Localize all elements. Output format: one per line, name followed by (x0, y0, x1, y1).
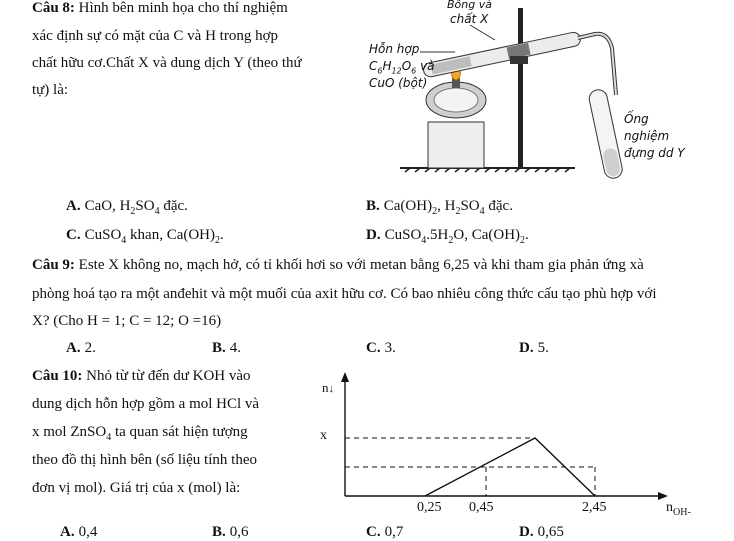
x-tick-045: 0,45 (469, 500, 494, 515)
q10-line-3: x mol ZnSO$_4$ ta quan sát hiện tượng (32, 424, 248, 443)
precipitate-chart (300, 368, 720, 528)
label-mixture-2: $C_6H_{12}O_6$ và (369, 59, 435, 76)
label-mixture-1: Hỗn hợp (369, 42, 420, 56)
q8-line-1: Câu 8: Hình bên minh họa cho thí nghiệm (32, 0, 288, 16)
q10-option-b: B. 0,6 (212, 524, 249, 540)
label-mixture-3: CuO (bột) (369, 76, 428, 90)
q10-line-4: theo đồ thị hình bên (số liệu tính theo (32, 452, 257, 468)
y-axis-label: n↓ (322, 380, 334, 395)
q8-line-4: tự) là: (32, 82, 69, 98)
q9-line-3: X? (Cho H = 1; C = 12; O =16) (32, 313, 222, 329)
q9-line-1: Câu 9: Este X không no, mạch hở, có tỉ khối hơi so với metan bằng 6,25 và khi tham gia phản ứng xà (32, 257, 644, 273)
q9-option-a: A. 2. (66, 340, 96, 356)
label-tube-1: Ống (624, 112, 649, 126)
label-tube-3: đựng dd Y (624, 146, 685, 160)
q9-line-2: phòng hoá tạo ra một anđehit và một muối của axit hữu cơ. Có bao nhiêu công thức cấu tạo phù hợp với (32, 286, 657, 302)
x-axis-arrow (658, 492, 668, 500)
q9-option-d: D. 5. (519, 340, 549, 356)
label-tube-2: nghiệm (624, 129, 670, 143)
q10-line-1: Câu 10: Nhỏ từ từ đến dư KOH vào (32, 368, 251, 384)
label-cotton-1: Bông và (447, 0, 492, 11)
q10-line-2: dung dịch hỗn hợp gồm a mol HCl và (32, 396, 260, 412)
y-tick-x: x (320, 428, 327, 443)
x-axis-label: $n_{OH-}$ (666, 500, 691, 518)
x-tick-245: 2,45 (582, 500, 607, 515)
q8-option-a: A. CaO, $H_2SO_4$ đặc. (66, 198, 188, 217)
y-axis-arrow (341, 372, 349, 382)
q8-line-2: xác định sự có mặt của C và H trong hợp (32, 28, 279, 44)
q9-option-c: C. 3. (366, 340, 396, 356)
q10-option-c: C. 0,7 (366, 524, 404, 540)
q8-option-c: C. CuSO$_4$ khan, $Ca(OH)_2$. (66, 227, 224, 246)
q9-option-b: B. 4. (212, 340, 242, 356)
q8-option-d: D. $CuSO_4.5H_2O$, $Ca(OH)_2$. (366, 227, 529, 246)
label-cotton-2: chất X (450, 12, 489, 26)
x-tick-025: 0,25 (417, 500, 442, 515)
q8-option-b: B. $Ca(OH)_2$, $H_2SO_4$ đặc. (366, 198, 513, 217)
q8-line-3: chất hữu cơ.Chất X và dung dịch Y (theo thứ (32, 55, 302, 71)
q10-option-d: D. 0,65 (519, 524, 564, 540)
q10-line-5: đơn vị mol). Giá trị của x (mol) là: (32, 480, 241, 496)
q10-option-a: A. 0,4 (60, 524, 98, 540)
